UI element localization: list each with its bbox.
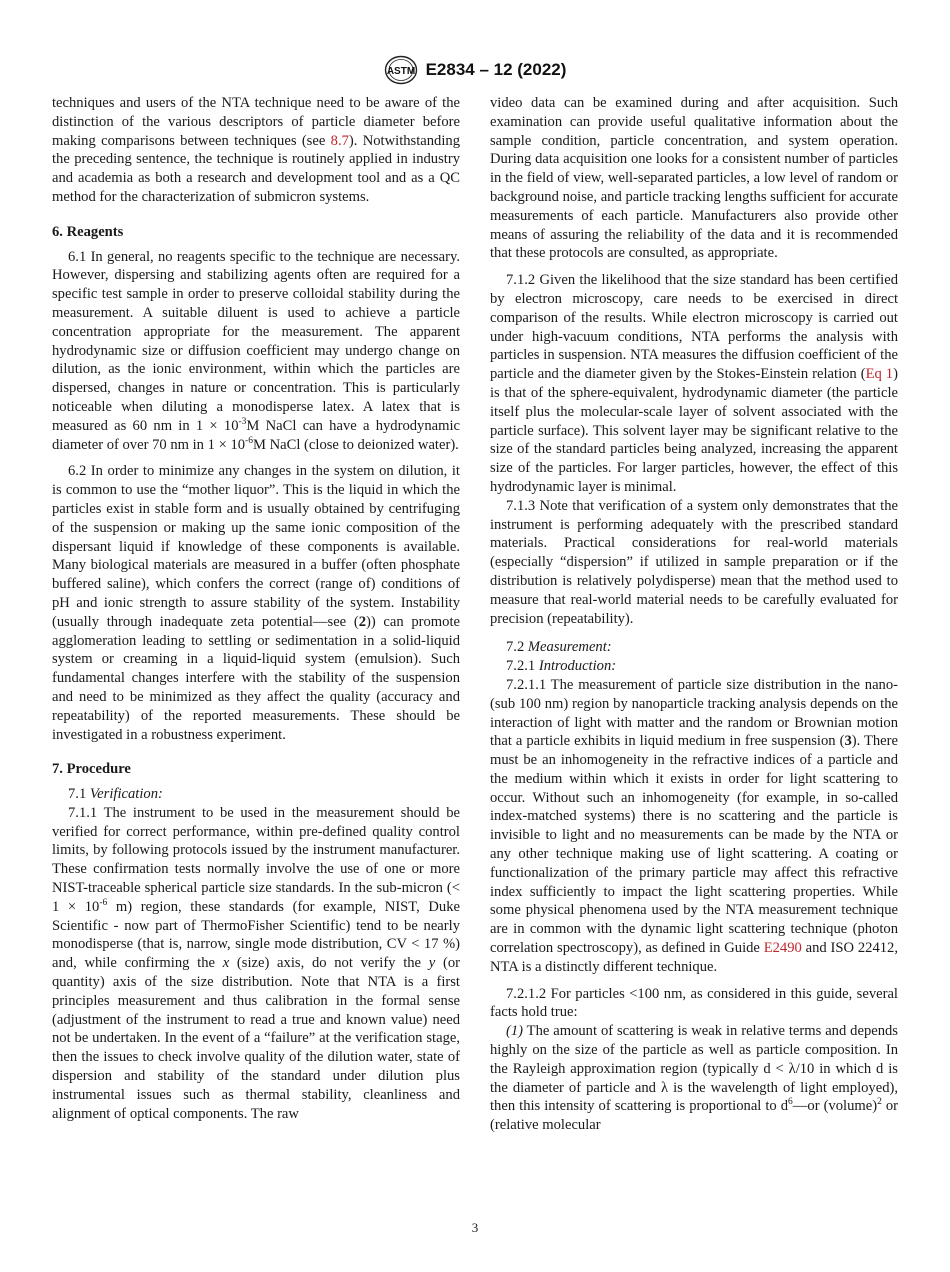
right-column	[490, 94, 898, 1135]
section-heading-reagents: 6. Reagents	[52, 223, 124, 240]
left-column	[52, 94, 460, 1123]
paragraph-item-1: (1) The amount of scattering is weak in relative terms and depends highly on the size of the particle as well as particle composition. In the Rayleigh approximation region (typically d < λ/10 in which d is the diameter of particle and λ is the wavelength of light employed), then this intensity of scattering is proportional to $d^6—or$ (volume)$^2$ or (relative molecular	[490, 1023, 898, 1134]
paragraph-continuation: video data can be examined during and after acquisition. Such examination can provide useful qualitative information about the sample condition, particle concentration, and system operation. During data acquisition one looks for a consistent number of particles in the field of view, well-separated particles, a low level of random or background noise, and particle tracking lengths sufficient for accurate measurements of each particle. Manufacturers also provide other means of assuring the reliability of the data and it is recommended that these protocols are consulted, as appropriate.	[490, 95, 898, 262]
guide-ref-link[interactable]: E2490	[763, 940, 802, 957]
section-ref-link[interactable]: 8.7	[330, 132, 349, 149]
reference-link[interactable]: 3	[844, 733, 852, 750]
paragraph-7-2-1: 7.2.1 Introduction:	[506, 658, 617, 675]
paragraph-7-2-1-1: 7.2.1.1 The measurement of particle size distribution in the nano- (sub 100 nm) region by nanoparticle tracking analysis depends on the interaction of light with matter and the random or Brownian motion that a particle exhibits in liquid medium in free suspension (3). There must be an inhomogeneity in the refractive indices of a particle and the medium within which it exists in order for light scattering to occur. Without such an inhomogeneity (for example, in so-called index-matched systems) there is no scattering and the particle is invisible to light and no measurements can be made by the NTA or any other technique making use of light scattering. A coating or functionalization of the primary particle may affect this refractive index sufficiently to impact the light scattering properties. While some physical phenomena used by the NTA measurement technique are in common with the dynamic light scattering technique (photon correlation spectroscopy), as defined in Guide E2490 and ISO 22412, NTA is a distinctly different technique.	[490, 676, 898, 975]
paragraph-7-1: 7.1 Verification:	[68, 786, 163, 803]
paragraph-7-1-1: 7.1.1 The instrument to be used in the measurement should be verified for correct performance, within pre-defined quality control limits, by following protocols issued by the instrument manufacturer. These confirmation tests normally involve the use of one or more NIST-traceable spherical particle size standards. In the sub-micron (< $1 \times 10^{-6}$ m) region, these standards (for example, NIST, Duke Scientific - now part of ThermoFisher Scientific) tend to be nearly monodisperse (that is, narrow, single mode distribution, CV < 17 %) and, while confirming the x (size) axis, do not verify the y (or quantity) axis of the size distribution. Note that NTA is a first principles measurement and thus calibration in the formal sense (adjustment of the instrument to read a true and known value) need not be undertaken. In the event of a “failure” at the verification stage, then the issues to check involve quality of the dilution water, state of dispersion and stability of the standard under dilution plus instrumental issues such as thermal stability, cleanliness and alignment of optical components. The raw	[52, 804, 461, 1122]
paragraph-7-2: 7.2 Measurement:	[506, 639, 612, 656]
equation-ref-link[interactable]: Eq 1	[865, 366, 894, 383]
paragraph-6-2: 6.2 In order to minimize any changes in the system on dilution, it is common to use the “mother liquor”. This is the liquid in which the particles exist in stable form and is usually obtained by centrifuging of the suspension or making up the same ionic composition of the dispersant liquid if knowledge of these components is available. Many biological materials are measured in a buffer (often phosphate buffered saline), which confers the correct (range of) conditions of pH and ionic strength to assure stability of the system. Instability (usually through inadequate zeta potential—see (2)) can promote agglomeration leading to settling or sedimentation in a solid-liquid system or creaming in a liquid-liquid system (emulsion). Such fundamental changes interfere with the stability of the suspension and need to be minimized as they affect the quality (accuracy and repeatability) of the reported measurements. These should be investigated in a robustness experiment.	[52, 463, 460, 743]
paragraph-7-2-1-2: 7.2.1.2 For particles <100 nm, as considered in this guide, several facts hold true:	[490, 985, 898, 1021]
reference-link[interactable]: 2	[358, 613, 366, 630]
section-heading-procedure: 7. Procedure	[52, 761, 131, 778]
logo-text: ASTM	[386, 66, 415, 77]
paragraph-7-1-2: 7.1.2 Given the likelihood that the size standard has been certified by electron microscopy, care needs to be exercised in direct comparison of the results. While electron microscopy is carried out under high-vacuum conditions, NTA performs the analysis with particles in suspension. NTA measures the diffusion coefficient of the particle and the diameter given by the Stokes-Einstein relation (Eq 1) is that of the sphere-equivalent, hydrodynamic diameter (the particle itself plus the molecular-scale layer of solvent associated with the particle surface). This solvent layer may be significant relative to the size of the standard particles being analyzed, increasing the apparent size of the particles. For larger particles, however, the effect of this hydrodynamic layer is minimal.	[490, 272, 898, 495]
astm-logo-icon	[384, 55, 418, 85]
paragraph-6-1: 6.1 In general, no reagents specific to the technique are necessary. However, dispersing and stabilizing agents often are required for a specific test sample in order to preserve colloidal stability during the measurement. A suitable diluent is used to achieve a particle concentration appropriate for the measurement. The apparent hydrodynamic size or diffusion coefficient may undergo change on dilution, as the ionic environment, within which the particles are dispersed, changes in nature or concentration. This is particularly noticeable when diluting a monodisperse latex. A latex that is measured as 60 nm in $1 \times 10^{-3}M$ NaCl can have a hydrodynamic diameter of over 70 nm in $1 \times 10^{-6}M$ NaCl (close to deionized water).	[52, 248, 460, 453]
standard-designation: E2834 – 12 (2022)	[425, 60, 567, 79]
page-header	[0, 56, 950, 84]
page-number: 3	[471, 1220, 479, 1235]
paragraph-7-1-3: 7.1.3 Note that verification of a system only demonstrates that the instrument is performing adequately with the prescribed standard materials. Practical considerations for real-world materials (especially “dispersion” if utilized in sample preparation or if the distribution is relatively polydisperse) mean that the method used to measure that real-world material needs to be carefully evaluated for precision (repeatability).	[490, 497, 898, 627]
paragraph-continuation: techniques and users of the NTA technique need to be aware of the distinction of the various descriptors of particle diameter before making comparisons between techniques (see 8.7). Notwithstanding the preceding sentence, the technique is routinely applied in industry and academia as both a research and development tool and as a QC method for the characterization of submicron systems.	[52, 95, 461, 205]
